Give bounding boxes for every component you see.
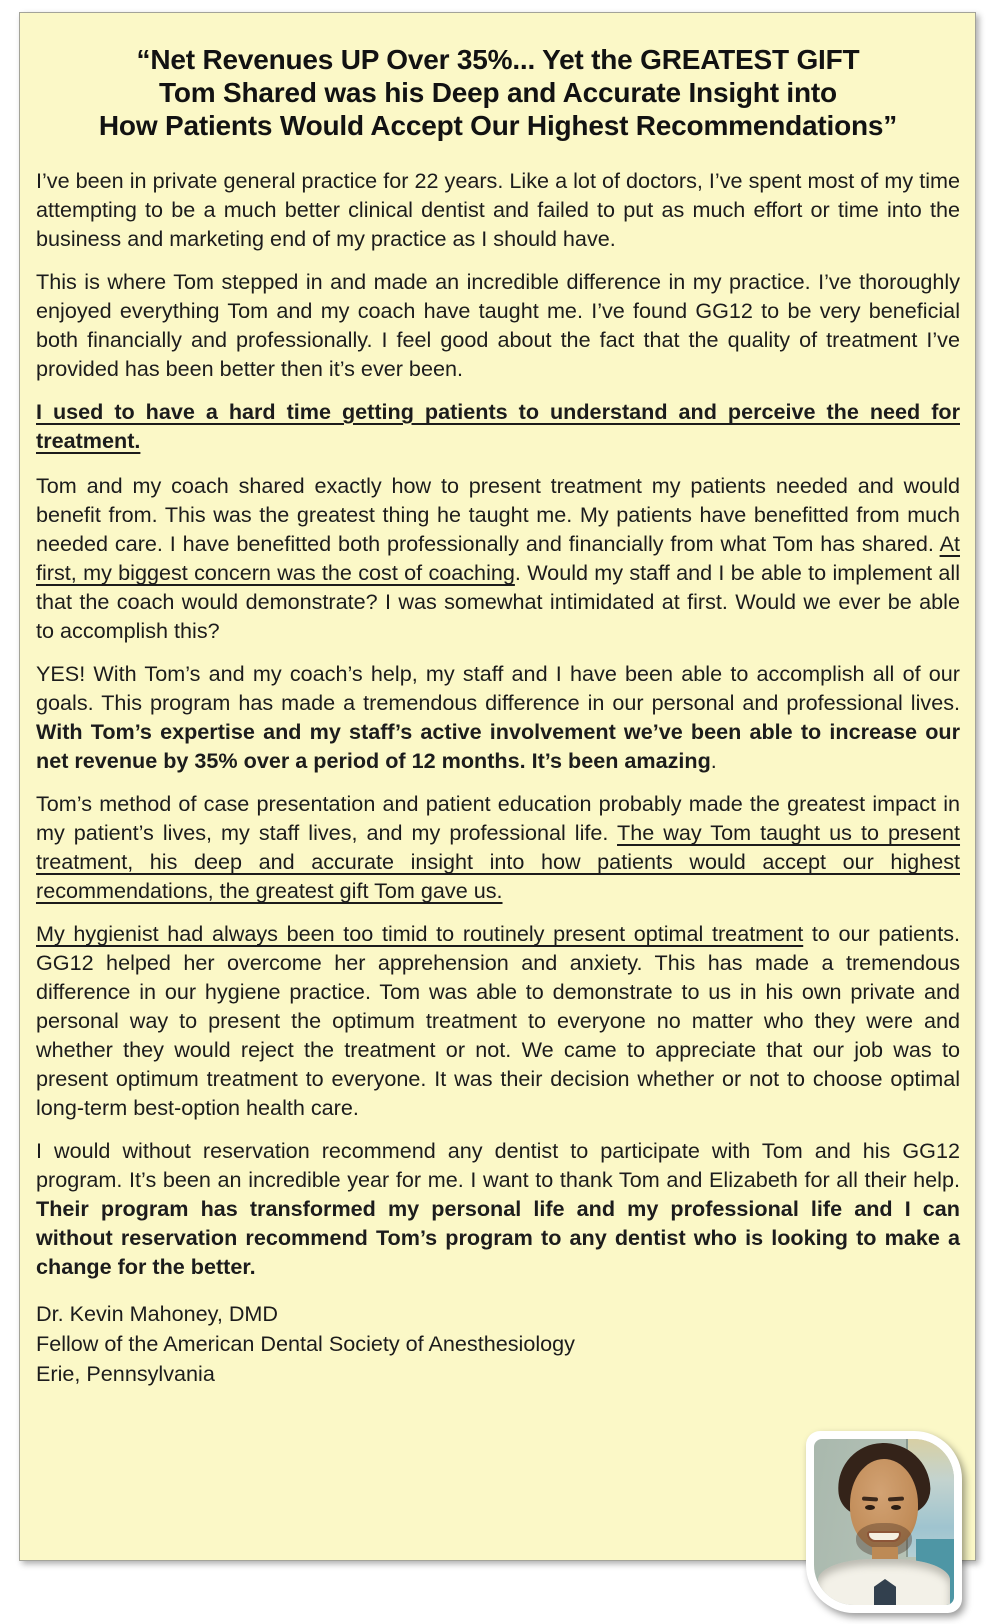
text-run: I’ve been in private general practice for 22 years. Like a lot of doctors, I’ve spent most of my time attempting to be a much better clinical dentist and failed to put as much effort or time into the business and marketing end of my practice as I should have. xyxy=(36,168,960,251)
portrait-eye-left xyxy=(865,1505,875,1510)
testimonial-body xyxy=(36,166,960,1281)
text-run: to our patients. GG12 helped her overcome her apprehension and anxiety. This has made a tremendous difference in our hygiene practice. Tom was able to demonstrate to us in his own private and personal way to present the optimum treatment to everyone no matter who they were and whether they would reject the treatment or not. We came to appreciate that our job was to present optimum treatment to everyone. It was their decision whether or not to choose optimal long-term best-option health care. xyxy=(36,921,960,1120)
text-run: . Would my staff and I be able to implement all that the coach would demonstrate? I was somewhat intimidated at first. Would we ever be able to accomplish this? xyxy=(36,560,960,643)
text-run: . xyxy=(710,748,717,773)
signature-credential: Fellow of the American Dental Society of Anesthesiology xyxy=(36,1331,575,1356)
text-run: Their program has transformed my personal life and my professional life and I can without reservation recommend Tom’s program to any dentist who is looking to make a change for the better. xyxy=(36,1196,960,1279)
testimonial-paragraph xyxy=(36,919,960,1122)
text-run: With Tom’s expertise and my staff’s active involvement we’ve been able to increase our net revenue by 35% over a period of 12 months. It’s been amazing xyxy=(36,719,960,773)
testimonial-paragraph xyxy=(36,166,960,253)
testimonial-card xyxy=(19,12,976,1561)
testimonial-paragraph xyxy=(36,267,960,383)
portrait-photo xyxy=(806,1431,962,1613)
testimonial-paragraph xyxy=(36,789,960,905)
signature-block xyxy=(36,1299,960,1389)
portrait-image xyxy=(814,1439,954,1605)
testimonial-heading xyxy=(36,397,960,455)
headline xyxy=(36,43,960,142)
signature-name: Dr. Kevin Mahoney, DMD xyxy=(36,1301,279,1326)
text-run: I would without reservation recommend any dentist to participate with Tom and his GG12 program. It’s been an incredible year for me. I want to thank Tom and Elizabeth for all their help. xyxy=(36,1138,960,1192)
text-run: My hygienist had always been too timid to routinely present optimal treatment xyxy=(36,921,804,946)
testimonial-paragraph xyxy=(36,471,960,645)
headline-line-1: “Net Revenues UP Over 35%... Yet the GREATEST GIFT xyxy=(136,44,860,75)
testimonial-paragraph xyxy=(36,659,960,775)
text-run: At first, my biggest concern was the cost of coaching xyxy=(36,531,960,585)
portrait-eye-right xyxy=(891,1505,901,1510)
text-run: Tom’s method of case presentation and patient education probably made the greatest impact in my patient’s lives, my staff lives, and my professional life. xyxy=(36,791,960,845)
signature-location: Erie, Pennsylvania xyxy=(36,1361,215,1386)
headline-line-3: How Patients Would Accept Our Highest Recommendations” xyxy=(98,110,898,141)
text-run: Tom and my coach shared exactly how to present treatment my patients needed and would benefit from. This was the greatest thing he taught me. My patients have benefitted from much needed care. I have benefitted both professionally and financially from what Tom has shared. xyxy=(36,473,960,556)
headline-line-2: Tom Shared was his Deep and Accurate Insight into xyxy=(159,77,837,108)
text-run: I used to have a hard time getting patients to understand and perceive the need for treatment. xyxy=(36,399,960,453)
testimonial-paragraph xyxy=(36,1136,960,1281)
text-run: This is where Tom stepped in and made an incredible difference in my practice. I’ve thoroughly enjoyed everything Tom and my coach have taught me. I’ve found GG12 to be very beneficial both financially and professionally. I feel good about the fact that the quality of treatment I’ve provided has been better then it’s ever been. xyxy=(36,269,960,381)
text-run: The way Tom taught us to present treatment, his deep and accurate insight into how patients would accept our highest recommendations, the greatest gift Tom gave us. xyxy=(36,820,961,903)
portrait-smile-shape xyxy=(867,1531,901,1542)
text-run: YES! With Tom’s and my coach’s help, my staff and I have been able to accomplish all of our goals. This program has made a tremendous difference in our personal and professional lives. xyxy=(36,661,960,715)
